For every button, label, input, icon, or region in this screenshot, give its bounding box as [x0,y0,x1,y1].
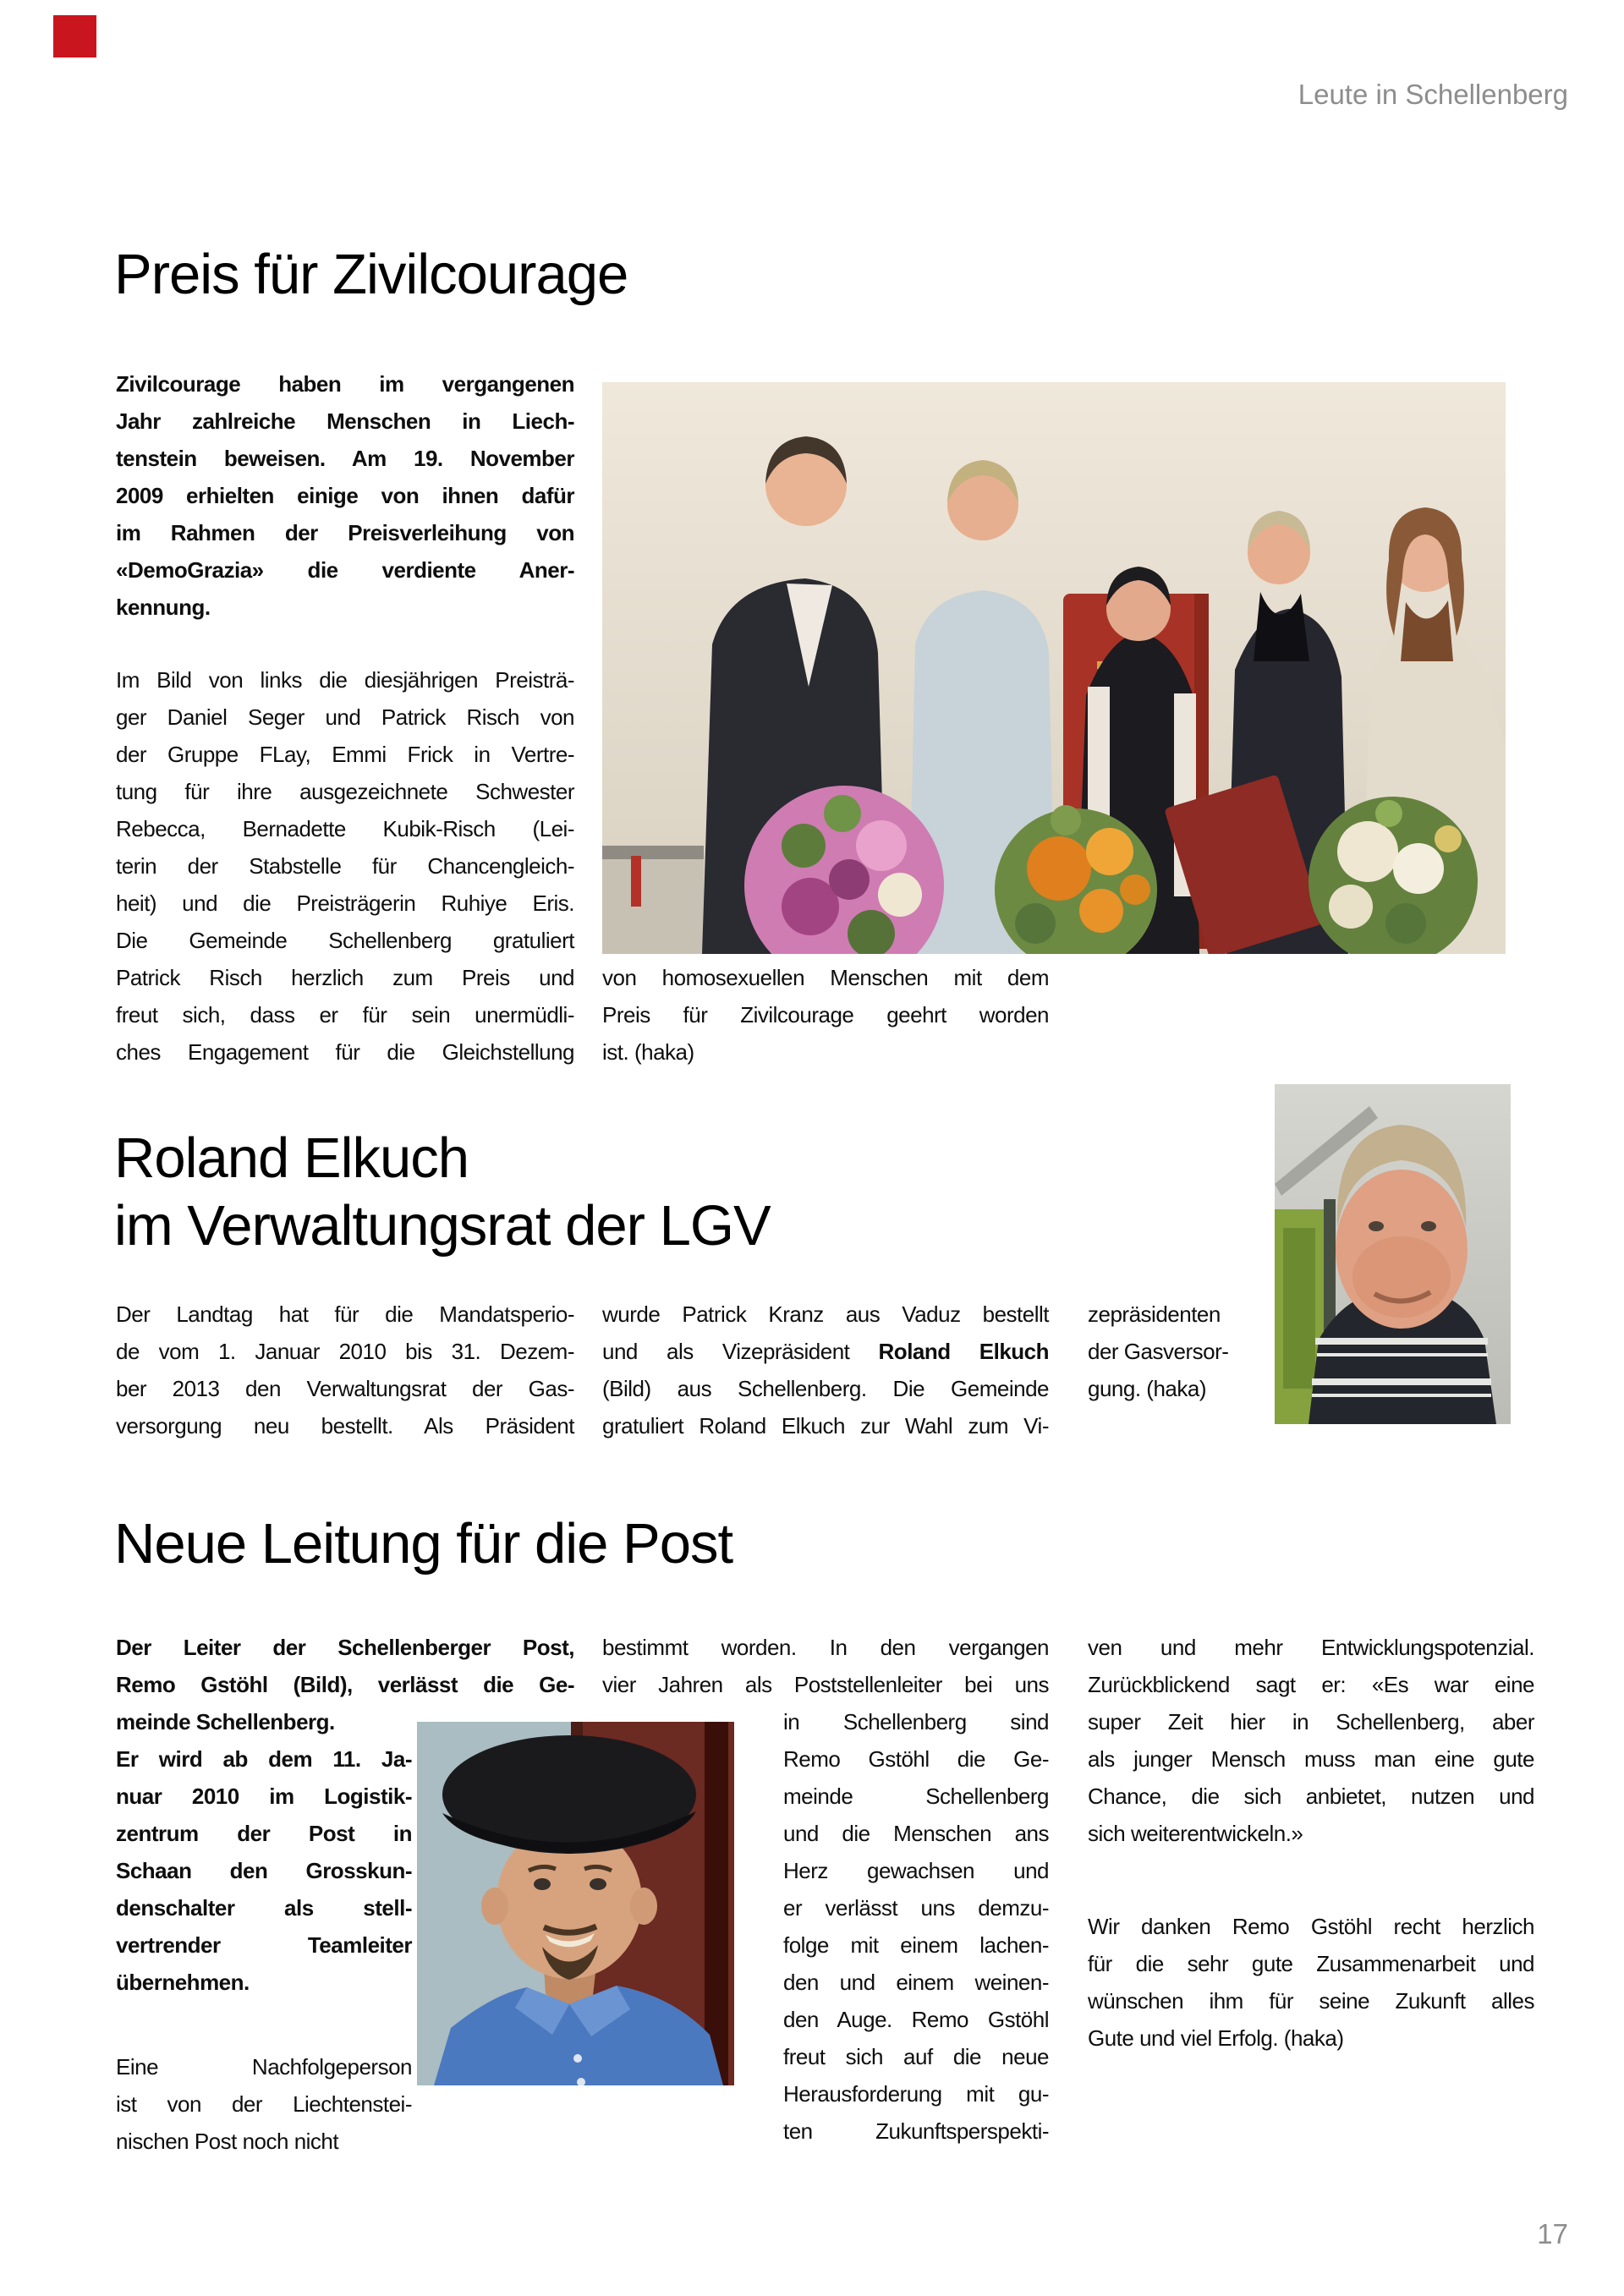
section-label: Leute in Schellenberg [1298,79,1568,110]
text-line: gung. (haka) [1088,1376,1206,1401]
bold-name: Roland Elkuch [878,1339,1049,1364]
article3-col1-lead-wide [116,1629,574,1703]
text-line: freut sich, dass er für sein unermüdli- [116,1002,574,1027]
text-line: ber 2013 den Verwaltungsrat der Gas- [116,1376,574,1401]
text-line: super Zeit hier in Schellenberg, aber [1088,1709,1534,1734]
text-line: Der Leiter der Schellenberger Post, [116,1635,574,1660]
text-line: nuar 2010 im Logistik- [116,1784,412,1809]
text-line: Wir danken Remo Gstöhl recht herzlich [1088,1914,1534,1939]
text-line: im Rahmen der Preisverleihung von [116,520,574,545]
text-line: wurde Patrick Kranz aus Vaduz bestellt [602,1301,1049,1327]
text-line: den Auge. Remo Gstöhl [783,2007,1049,2032]
article2-col1 [116,1296,574,1444]
remo-gstoehl-portrait-photo [417,1722,734,2085]
article1-body [116,661,574,1071]
text-line: denschalter als stell- [116,1895,412,1921]
text-line: den und einem weinen- [783,1970,1049,1995]
text-line: wünschen ihm für seine Zukunft alles [1088,1988,1534,2014]
text-line: und als Vizepräsident Roland Elkuch [602,1339,1049,1364]
award-ceremony-group-photo [602,382,1506,954]
text-line: heit) und die Preisträgerin Ruhiye Eris. [116,890,574,916]
text-line: tung für ihre ausgezeichnete Schwester [116,779,574,804]
article2-col3 [1088,1296,1274,1407]
article3-col3-para2 [1088,1908,1534,2057]
text-line: freut sich auf die neue [783,2044,1049,2069]
text-line: ten Zukunftsperspekti- [783,2118,1049,2144]
text-line: (Bild) aus Schellenberg. Die Gemeinde [602,1376,1049,1401]
text-line: Herausforderung mit gu- [783,2081,1049,2107]
text-line: Die Gemeinde Schellenberg gratuliert [116,928,574,953]
text-line: zentrum der Post in [116,1821,412,1846]
text-line: der Gruppe FLay, Emmi Frick in Vertre- [116,742,574,767]
page-number: 17 [1537,2218,1568,2249]
text-line: Zivilcourage haben im vergangenen [116,371,574,397]
text-line: als junger Mensch muss man eine gute [1088,1746,1534,1772]
article2-title-line2: im Verwaltungsrat der LGV [114,1194,771,1258]
text-line: tenstein beweisen. Am 19. November [116,446,574,471]
text-line: Gute und viel Erfolg. (haka) [1088,2025,1344,2051]
article3-col1-body [116,2048,412,2160]
text-line: nischen Post noch nicht [116,2129,339,2154]
text-line: der Gasversor- [1088,1339,1229,1364]
text-line: Schaan den Grosskun- [116,1858,412,1883]
text-line: Chance, die sich anbietet, nutzen und [1088,1784,1534,1809]
article3-title: Neue Leitung für die Post [114,1512,733,1575]
article3-col1-lead-narrow [116,1703,412,2001]
text-line: zepräsidenten [1088,1301,1221,1327]
article1-title: Preis für Zivilcourage [114,243,628,306]
text-line: und die Menschen ans [783,1821,1049,1846]
article2-title [114,1125,771,1260]
article2-col2 [602,1296,1049,1444]
text-line: übernehmen. [116,1970,250,1995]
text-line: ist. (haka) [602,1039,694,1065]
text-line: «DemoGrazia» die verdiente Aner- [116,557,574,583]
text-line: ches Engagement für die Gleichstellung [116,1039,574,1065]
text-line: vertrender Teamleiter [116,1932,412,1958]
text-line: terin der Stabstelle für Chancengleich- [116,853,574,879]
roland-elkuch-portrait-photo [1275,1084,1511,1424]
text-line: vier Jahren als Poststellenleiter bei uns [602,1672,1049,1697]
text-line: von homosexuellen Menschen mit dem [602,965,1049,990]
text-line: Eine Nachfolgeperson [116,2054,412,2080]
text-line: ven und mehr Entwicklungspotenzial. [1088,1635,1534,1660]
text-line: de vom 1. Januar 2010 bis 31. Dezem- [116,1339,574,1364]
text-line: meinde Schellenberg. [116,1709,335,1734]
text-line: Der Landtag hat für die Mandatsperio- [116,1301,574,1327]
text-line: versorgung neu bestellt. Als Präsident [116,1413,574,1438]
text-line: gratuliert Roland Elkuch zur Wahl zum Vi- [602,1413,1049,1438]
article3-col3-para1 [1088,1629,1534,1852]
text-line: Im Bild von links die diesjährigen Preisträ- [116,667,574,693]
text-line: Herz gewachsen und [783,1858,1049,1883]
text-line: Jahr zahlreiche Menschen in Liech- [116,408,574,434]
text-line: ist von der Liechtenstei- [116,2091,412,2117]
text-line: in Schellenberg sind [783,1709,1049,1734]
text-line: Zurückblickend sagt er: «Es war eine [1088,1672,1534,1697]
text-line: 2009 erhielten einige von ihnen dafür [116,483,574,508]
text-line: kennung. [116,595,211,620]
text-line: Rebecca, Bernadette Kubik-Risch (Lei- [116,816,574,841]
section-marker-square [53,15,96,58]
text-line: folge mit einem lachen- [783,1932,1049,1958]
text-line: Er wird ab dem 11. Ja- [116,1746,412,1772]
article3-col2-wide [602,1629,1049,1703]
article1-continuation [602,959,1049,1071]
text-line: bestimmt worden. In den vergangen [602,1635,1049,1660]
article1-lead [116,365,574,626]
text-line: Patrick Risch herzlich zum Preis und [116,965,574,990]
article3-col2-narrow [783,1703,1049,2150]
text-line: er verlässt uns demzu- [783,1895,1049,1921]
text-line: ger Daniel Seger und Patrick Risch von [116,704,574,730]
text-line: Remo Gstöhl (Bild), verlässt die Ge- [116,1672,574,1697]
text-line: Preis für Zivilcourage geehrt worden [602,1002,1049,1027]
text-line: für die sehr gute Zusammenarbeit und [1088,1951,1534,1976]
text-line: meinde Schellenberg [783,1784,1049,1809]
text-line: sich weiterentwickeln.» [1088,1821,1303,1846]
article2-title-line1: Roland Elkuch [114,1126,469,1190]
text-line: Remo Gstöhl die Ge- [783,1746,1049,1772]
